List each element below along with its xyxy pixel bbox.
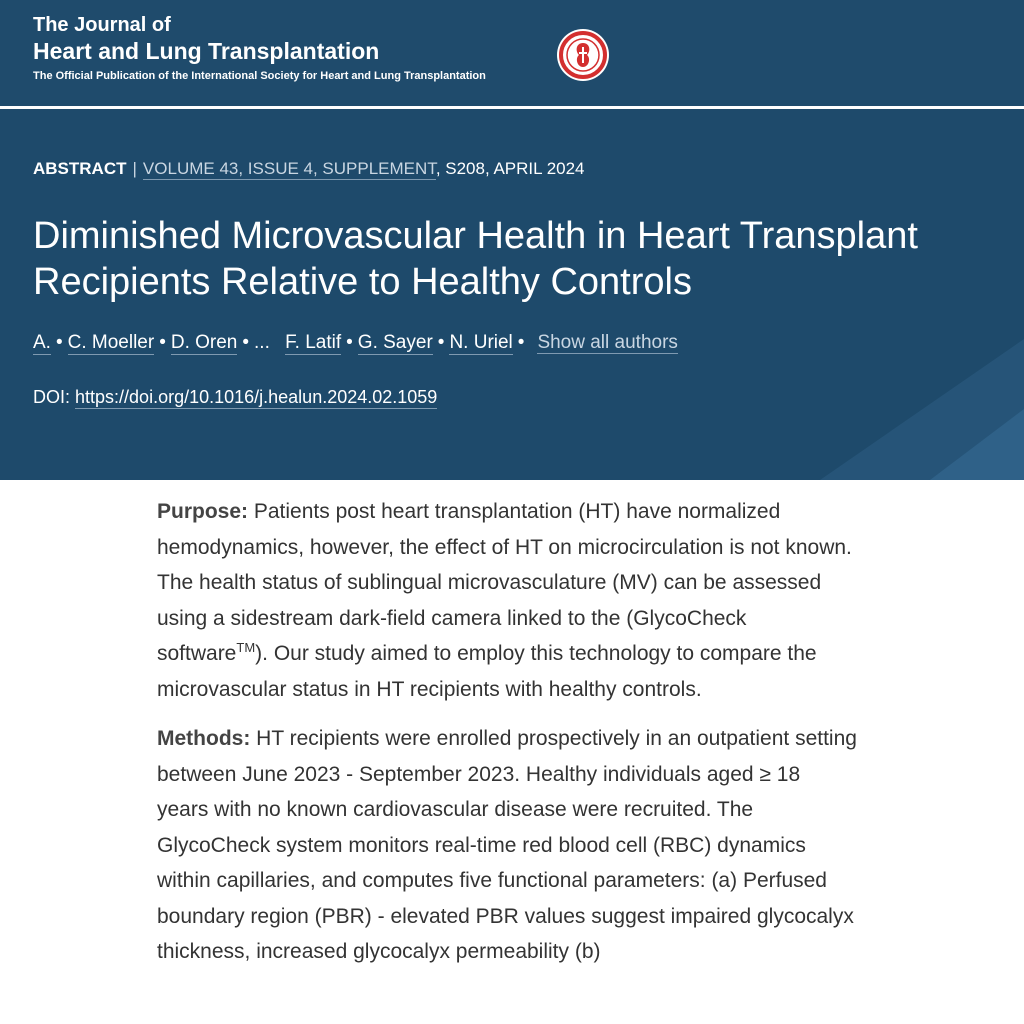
meta-separator: | bbox=[132, 159, 137, 178]
author-separator: • bbox=[346, 332, 353, 353]
journal-title-line1[interactable]: The Journal of bbox=[33, 14, 171, 36]
author-link[interactable]: D. Oren bbox=[170, 332, 238, 353]
purpose-text-end: ). Our study aimed to employ this technology to compare the microvascular status in HT recipients with healthy controls. bbox=[157, 642, 817, 701]
author-ellipsis: ... bbox=[254, 332, 270, 353]
journal-subtitle: The Official Publication of the International Society for Heart and Lung Transplantation bbox=[33, 70, 486, 82]
trademark-sup: TM bbox=[236, 640, 256, 655]
author-separator: • bbox=[437, 332, 445, 353]
author-separator: • bbox=[159, 332, 166, 353]
author-separator: • bbox=[55, 332, 63, 353]
show-all-authors-link[interactable]: Show all authors bbox=[537, 332, 678, 353]
author-link[interactable]: A. bbox=[33, 332, 51, 353]
author-link[interactable]: C. Moeller bbox=[67, 332, 155, 353]
purpose-label: Purpose: bbox=[157, 500, 249, 523]
journal-header bbox=[0, 0, 1024, 106]
journal-title-line2[interactable]: Heart and Lung Transplantation bbox=[33, 38, 380, 64]
author-link[interactable]: G. Sayer bbox=[357, 332, 433, 353]
author-list bbox=[33, 331, 678, 355]
methods-paragraph bbox=[157, 721, 857, 970]
article-meta bbox=[33, 159, 585, 179]
author-link[interactable]: N. Uriel bbox=[449, 332, 513, 353]
doi-link[interactable]: https://doi.org/10.1016/j.healun.2024.02.1059 bbox=[75, 387, 438, 407]
purpose-text: Patients post heart transplantation (HT) have normalized hemodynamics, however, the effect of HT on microcirculation is not known. The health status of sublingual microvasculature (MV) can be assessed using a sidestream dark-field camera linked to the (GlycoCheck software bbox=[157, 500, 852, 665]
author-link[interactable]: F. Latif bbox=[285, 332, 342, 353]
volume-link[interactable]: VOLUME 43, ISSUE 4, SUPPLEMENT bbox=[142, 159, 436, 178]
methods-label: Methods: bbox=[157, 727, 251, 750]
article-title: Diminished Microvascular Health in Heart Transplant Recipients Relative to Healthy Controls bbox=[33, 215, 918, 303]
article-type: ABSTRACT bbox=[33, 159, 127, 178]
purpose-paragraph bbox=[157, 494, 857, 707]
author-separator: • bbox=[242, 332, 250, 353]
doi-line bbox=[33, 386, 437, 408]
society-seal-icon[interactable] bbox=[555, 27, 611, 83]
page-date: , S208, APRIL 2024 bbox=[435, 159, 585, 178]
abstract-body bbox=[157, 494, 857, 984]
article-hero bbox=[0, 109, 1024, 480]
methods-text: HT recipients were enrolled prospectively in an outpatient setting between June 2023 - September 2023. Healthy individuals aged ≥ 18 years with no known cardiovascular disease were recruited. The GlycoCheck system monitors real-time red blood cell (RBC) dynamics within capillaries, and computes five functional parameters: (a) Perfused boundary region (PBR) - elevated PBR values suggest impaired glycocalyx thickness, increased glycocalyx permeability (b) bbox=[157, 727, 857, 963]
doi-label: DOI: bbox=[33, 387, 76, 407]
author-separator: • bbox=[517, 332, 525, 353]
